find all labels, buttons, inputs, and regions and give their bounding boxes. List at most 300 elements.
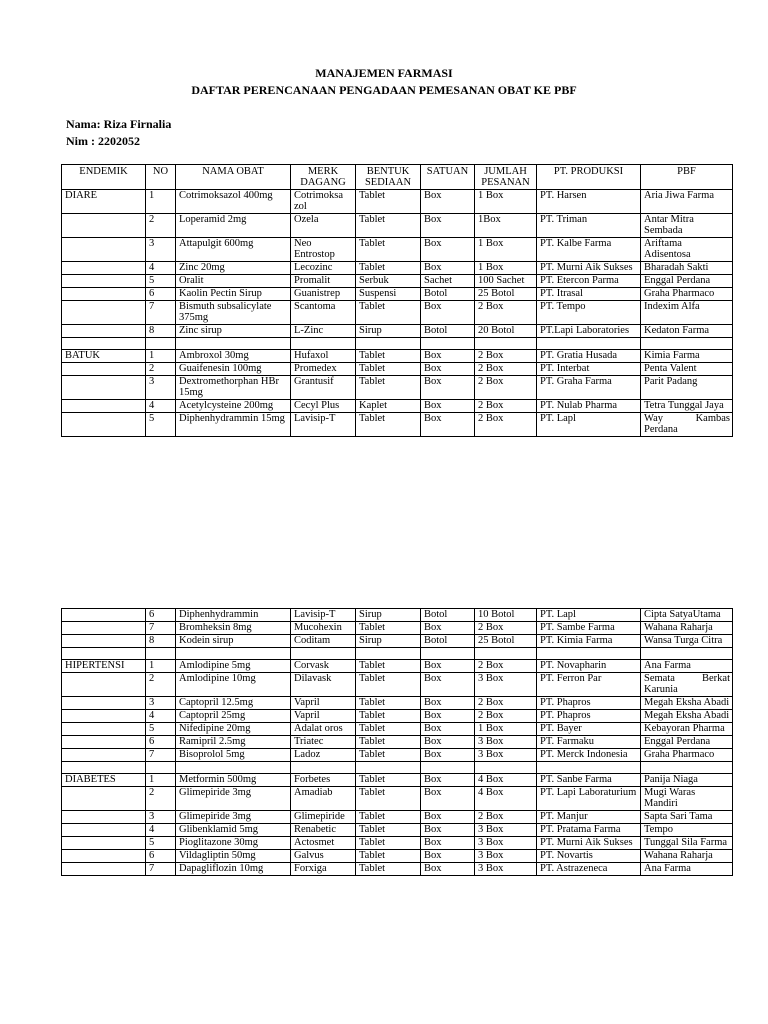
- cell-satuan: Box: [421, 190, 475, 214]
- cell-endemik: [62, 363, 146, 376]
- cell-nama-obat: Captopril 12.5mg: [176, 697, 291, 710]
- table-row: [62, 363, 733, 376]
- cell-pbf: Penta Valent: [641, 363, 733, 376]
- cell-pt-produksi: PT. Nulab Pharma: [537, 400, 641, 413]
- cell-bentuk-sediaan: Tablet: [356, 262, 421, 275]
- cell-nama-obat: Acetylcysteine 200mg: [176, 400, 291, 413]
- cell-bentuk-sediaan: Tablet: [356, 811, 421, 824]
- cell-satuan: Box: [421, 774, 475, 787]
- table-row: [62, 622, 733, 635]
- cell-jumlah-pesanan: 1 Box: [475, 262, 537, 275]
- cell-satuan: Box: [421, 850, 475, 863]
- cell-jumlah-pesanan: 2 Box: [475, 400, 537, 413]
- table-row: [62, 376, 733, 400]
- cell-jumlah-pesanan: 20 Botol: [475, 325, 537, 338]
- cell-no: 2: [146, 214, 176, 238]
- cell-jumlah-pesanan: 2 Box: [475, 413, 537, 437]
- empty-cell: [475, 648, 537, 660]
- cell-satuan: Box: [421, 214, 475, 238]
- empty-cell: [356, 762, 421, 774]
- cell-nama-obat: Nifedipine 20mg: [176, 723, 291, 736]
- cell-jumlah-pesanan: 3 Box: [475, 673, 537, 697]
- cell-nama-obat: Metformin 500mg: [176, 774, 291, 787]
- cell-satuan: Box: [421, 238, 475, 262]
- cell-jumlah-pesanan: 3 Box: [475, 863, 537, 876]
- cell-bentuk-sediaan: Tablet: [356, 749, 421, 762]
- cell-bentuk-sediaan: Tablet: [356, 214, 421, 238]
- empty-cell: [421, 648, 475, 660]
- cell-pt-produksi: PT. Lapl: [537, 413, 641, 437]
- cell-pt-produksi: PT. Farmaku: [537, 736, 641, 749]
- cell-bentuk-sediaan: Tablet: [356, 850, 421, 863]
- cell-no: 3: [146, 376, 176, 400]
- cell-jumlah-pesanan: 3 Box: [475, 850, 537, 863]
- cell-pbf: Kebayoran Pharma: [641, 723, 733, 736]
- table-row: [62, 811, 733, 824]
- cell-bentuk-sediaan: Tablet: [356, 824, 421, 837]
- cell-no: 1: [146, 350, 176, 363]
- cell-endemik: [62, 723, 146, 736]
- cell-jumlah-pesanan: 4 Box: [475, 787, 537, 811]
- table-row: [62, 673, 733, 697]
- cell-bentuk-sediaan: Tablet: [356, 363, 421, 376]
- empty-cell: [356, 338, 421, 350]
- column-header: PBF: [641, 165, 733, 190]
- cell-no: 4: [146, 400, 176, 413]
- cell-no: 7: [146, 863, 176, 876]
- cell-pbf: Wahana Raharja: [641, 850, 733, 863]
- cell-merk-dagang: Vapril: [291, 710, 356, 723]
- cell-pt-produksi: PT. Manjur: [537, 811, 641, 824]
- empty-cell: [641, 648, 733, 660]
- cell-merk-dagang: Scantoma: [291, 301, 356, 325]
- cell-pbf: Sapta Sari Tama: [641, 811, 733, 824]
- column-header: PT. PRODUKSI: [537, 165, 641, 190]
- table-row: [62, 736, 733, 749]
- cell-satuan: Box: [421, 376, 475, 400]
- cell-pbf: Enggal Perdana: [641, 275, 733, 288]
- cell-bentuk-sediaan: Tablet: [356, 413, 421, 437]
- cell-nama-obat: Zinc 20mg: [176, 262, 291, 275]
- cell-jumlah-pesanan: 1 Box: [475, 190, 537, 214]
- cell-pt-produksi: PT. Novartis: [537, 850, 641, 863]
- cell-merk-dagang: Cotrimoksa zol: [291, 190, 356, 214]
- cell-satuan: Box: [421, 400, 475, 413]
- cell-merk-dagang: Triatec: [291, 736, 356, 749]
- cell-nama-obat: Vildagliptin 50mg: [176, 850, 291, 863]
- cell-merk-dagang: Amadiab: [291, 787, 356, 811]
- empty-cell: [421, 338, 475, 350]
- table-row: [62, 749, 733, 762]
- cell-endemik: [62, 622, 146, 635]
- cell-pbf: Kimia Farma: [641, 350, 733, 363]
- cell-no: 8: [146, 635, 176, 648]
- cell-satuan: Botol: [421, 635, 475, 648]
- cell-pt-produksi: PT. Phapros: [537, 697, 641, 710]
- cell-no: 6: [146, 736, 176, 749]
- table-row: [62, 350, 733, 363]
- cell-pt-produksi: PT. Murni Aik Sukses: [537, 262, 641, 275]
- cell-no: 3: [146, 238, 176, 262]
- cell-no: 1: [146, 190, 176, 214]
- cell-merk-dagang: Lavisip-T: [291, 609, 356, 622]
- cell-pbf: Parit Padang: [641, 376, 733, 400]
- cell-pbf: Kedaton Farma: [641, 325, 733, 338]
- empty-cell: [641, 338, 733, 350]
- empty-cell: [421, 762, 475, 774]
- cell-satuan: Box: [421, 736, 475, 749]
- cell-pbf: Megah Eksha Abadi: [641, 710, 733, 723]
- empty-cell: [537, 762, 641, 774]
- cell-merk-dagang: Lecozinc: [291, 262, 356, 275]
- cell-pbf: Bharadah Sakti: [641, 262, 733, 275]
- cell-merk-dagang: Grantusif: [291, 376, 356, 400]
- table-row: [62, 697, 733, 710]
- cell-pbf: Megah Eksha Abadi: [641, 697, 733, 710]
- cell-pbf: Mugi Waras Mandiri: [641, 787, 733, 811]
- cell-jumlah-pesanan: 2 Box: [475, 350, 537, 363]
- cell-nama-obat: Glimepiride 3mg: [176, 811, 291, 824]
- cell-bentuk-sediaan: Tablet: [356, 837, 421, 850]
- table-row: [62, 325, 733, 338]
- cell-nama-obat: Amlodipine 10mg: [176, 673, 291, 697]
- cell-endemik: [62, 262, 146, 275]
- cell-endemik: [62, 288, 146, 301]
- cell-no: 2: [146, 363, 176, 376]
- cell-pt-produksi: PT. Ferron Par: [537, 673, 641, 697]
- cell-no: 4: [146, 262, 176, 275]
- cell-bentuk-sediaan: Sirup: [356, 635, 421, 648]
- cell-satuan: Botol: [421, 609, 475, 622]
- cell-satuan: Box: [421, 710, 475, 723]
- cell-jumlah-pesanan: 2 Box: [475, 622, 537, 635]
- cell-no: 6: [146, 609, 176, 622]
- cell-no: 4: [146, 824, 176, 837]
- cell-pbf: Aria Jiwa Farma: [641, 190, 733, 214]
- cell-nama-obat: Dapagliflozin 10mg: [176, 863, 291, 876]
- cell-nama-obat: Kodein sirup: [176, 635, 291, 648]
- cell-jumlah-pesanan: 2 Box: [475, 697, 537, 710]
- cell-endemik: [62, 214, 146, 238]
- empty-cell: [291, 338, 356, 350]
- cell-pt-produksi: PT. Sambe Farma: [537, 622, 641, 635]
- cell-merk-dagang: Forbetes: [291, 774, 356, 787]
- cell-pt-produksi: PT. Tempo: [537, 301, 641, 325]
- cell-merk-dagang: Corvask: [291, 660, 356, 673]
- cell-pt-produksi: PT. Kimia Farma: [537, 635, 641, 648]
- cell-pt-produksi: PT. Phapros: [537, 710, 641, 723]
- cell-merk-dagang: Galvus: [291, 850, 356, 863]
- table-row: [62, 301, 733, 325]
- cell-pt-produksi: PT. Etercon Parma: [537, 275, 641, 288]
- spacer-row: [62, 338, 733, 350]
- cell-pt-produksi: PT. Triman: [537, 214, 641, 238]
- table-row: [62, 400, 733, 413]
- empty-cell: [146, 648, 176, 660]
- cell-pbf: Semata Berkat Karunia: [641, 673, 733, 697]
- cell-endemik: [62, 609, 146, 622]
- cell-pt-produksi: PT. Novapharin: [537, 660, 641, 673]
- cell-endemik: [62, 863, 146, 876]
- table-row: [62, 787, 733, 811]
- cell-satuan: Box: [421, 350, 475, 363]
- table-row: [62, 837, 733, 850]
- cell-jumlah-pesanan: 1 Box: [475, 723, 537, 736]
- cell-merk-dagang: Cecyl Plus: [291, 400, 356, 413]
- cell-bentuk-sediaan: Sirup: [356, 609, 421, 622]
- cell-no: 5: [146, 413, 176, 437]
- cell-nama-obat: Cotrimoksazol 400mg: [176, 190, 291, 214]
- cell-no: 6: [146, 850, 176, 863]
- column-header: SATUAN: [421, 165, 475, 190]
- cell-pt-produksi: PT. Interbat: [537, 363, 641, 376]
- cell-endemik: [62, 697, 146, 710]
- cell-jumlah-pesanan: 1Box: [475, 214, 537, 238]
- cell-no: 7: [146, 301, 176, 325]
- cell-bentuk-sediaan: Tablet: [356, 190, 421, 214]
- cell-no: 5: [146, 837, 176, 850]
- table-row: [62, 275, 733, 288]
- cell-pbf: Ariftama Adisentosa: [641, 238, 733, 262]
- empty-cell: [176, 338, 291, 350]
- cell-bentuk-sediaan: Tablet: [356, 301, 421, 325]
- cell-nama-obat: Guaifenesin 100mg: [176, 363, 291, 376]
- cell-endemik: [62, 301, 146, 325]
- cell-merk-dagang: Mucohexin: [291, 622, 356, 635]
- cell-pbf: Ana Farma: [641, 863, 733, 876]
- table-row: [62, 609, 733, 622]
- cell-bentuk-sediaan: Tablet: [356, 697, 421, 710]
- empty-cell: [62, 648, 146, 660]
- cell-no: 1: [146, 660, 176, 673]
- cell-merk-dagang: Guanistrep: [291, 288, 356, 301]
- cell-pt-produksi: PT. Lapl: [537, 609, 641, 622]
- cell-no: 3: [146, 811, 176, 824]
- cell-endemik: BATUK: [62, 350, 146, 363]
- cell-merk-dagang: Actosmet: [291, 837, 356, 850]
- cell-bentuk-sediaan: Tablet: [356, 723, 421, 736]
- empty-cell: [176, 648, 291, 660]
- table-row: [62, 824, 733, 837]
- cell-no: 1: [146, 774, 176, 787]
- cell-merk-dagang: Dilavask: [291, 673, 356, 697]
- cell-endemik: [62, 275, 146, 288]
- cell-endemik: [62, 749, 146, 762]
- empty-cell: [146, 762, 176, 774]
- cell-bentuk-sediaan: Tablet: [356, 736, 421, 749]
- column-header: BENTUK SEDIAAN: [356, 165, 421, 190]
- cell-endemik: DIABETES: [62, 774, 146, 787]
- cell-pbf: Panija Niaga: [641, 774, 733, 787]
- cell-bentuk-sediaan: Tablet: [356, 350, 421, 363]
- cell-pt-produksi: PT.Lapi Laboratories: [537, 325, 641, 338]
- document-subtitle: DAFTAR PERENCANAAN PENGADAAN PEMESANAN OBAT KE PBF: [191, 83, 577, 97]
- cell-no: 4: [146, 710, 176, 723]
- cell-jumlah-pesanan: 1 Box: [475, 238, 537, 262]
- cell-no: 2: [146, 673, 176, 697]
- cell-endemik: [62, 850, 146, 863]
- cell-bentuk-sediaan: Tablet: [356, 774, 421, 787]
- student-nim: Nim : 2202052: [66, 134, 140, 148]
- cell-pt-produksi: PT. Merck Indonesia: [537, 749, 641, 762]
- cell-nama-obat: Oralit: [176, 275, 291, 288]
- cell-bentuk-sediaan: Kaplet: [356, 400, 421, 413]
- cell-merk-dagang: Coditam: [291, 635, 356, 648]
- table-row: [62, 863, 733, 876]
- student-name: Nama: Riza Firnalia: [66, 117, 172, 131]
- cell-satuan: Botol: [421, 288, 475, 301]
- cell-jumlah-pesanan: 2 Box: [475, 301, 537, 325]
- cell-pt-produksi: PT. Sanbe Farma: [537, 774, 641, 787]
- cell-nama-obat: Bromheksin 8mg: [176, 622, 291, 635]
- cell-pt-produksi: PT. Kalbe Farma: [537, 238, 641, 262]
- cell-endemik: [62, 787, 146, 811]
- cell-pt-produksi: PT. Lapi Laboraturium: [537, 787, 641, 811]
- cell-pbf: Tunggal Sila Farma: [641, 837, 733, 850]
- cell-nama-obat: Pioglitazone 30mg: [176, 837, 291, 850]
- cell-merk-dagang: L-Zinc: [291, 325, 356, 338]
- table-row: [62, 660, 733, 673]
- cell-nama-obat: Diphenhydrammin 15mg: [176, 413, 291, 437]
- cell-pbf: Tempo: [641, 824, 733, 837]
- cell-nama-obat: Diphenhydrammin: [176, 609, 291, 622]
- cell-bentuk-sediaan: Tablet: [356, 710, 421, 723]
- column-header: NAMA OBAT: [176, 165, 291, 190]
- empty-cell: [537, 338, 641, 350]
- cell-pbf: Graha Pharmaco: [641, 749, 733, 762]
- cell-bentuk-sediaan: Tablet: [356, 863, 421, 876]
- empty-cell: [62, 338, 146, 350]
- cell-satuan: Box: [421, 363, 475, 376]
- column-header: NO: [146, 165, 176, 190]
- cell-pbf: Wansa Turga Citra: [641, 635, 733, 648]
- cell-jumlah-pesanan: 10 Botol: [475, 609, 537, 622]
- cell-nama-obat: Ramipril 2.5mg: [176, 736, 291, 749]
- table-row: [62, 723, 733, 736]
- table-row: [62, 214, 733, 238]
- cell-pbf: Antar Mitra Sembada: [641, 214, 733, 238]
- cell-jumlah-pesanan: 3 Box: [475, 749, 537, 762]
- drug-order-table-1: [61, 164, 733, 437]
- cell-merk-dagang: Ozela: [291, 214, 356, 238]
- cell-nama-obat: Ambroxol 30mg: [176, 350, 291, 363]
- cell-endemik: [62, 376, 146, 400]
- cell-bentuk-sediaan: Sirup: [356, 325, 421, 338]
- cell-nama-obat: Amlodipine 5mg: [176, 660, 291, 673]
- cell-pt-produksi: PT. Graha Farma: [537, 376, 641, 400]
- cell-satuan: Box: [421, 413, 475, 437]
- cell-satuan: Box: [421, 824, 475, 837]
- cell-pbf: Ana Farma: [641, 660, 733, 673]
- cell-satuan: Box: [421, 863, 475, 876]
- cell-satuan: Botol: [421, 325, 475, 338]
- cell-jumlah-pesanan: 100 Sachet: [475, 275, 537, 288]
- cell-jumlah-pesanan: 3 Box: [475, 837, 537, 850]
- empty-cell: [62, 762, 146, 774]
- cell-no: 2: [146, 787, 176, 811]
- spacer-row: [62, 648, 733, 660]
- table-row: [62, 635, 733, 648]
- table-row: [62, 190, 733, 214]
- cell-jumlah-pesanan: 3 Box: [475, 824, 537, 837]
- cell-bentuk-sediaan: Tablet: [356, 673, 421, 697]
- cell-nama-obat: Zinc sirup: [176, 325, 291, 338]
- cell-endemik: [62, 736, 146, 749]
- cell-pt-produksi: PT. Bayer: [537, 723, 641, 736]
- cell-pbf: Cipta SatyaUtama: [641, 609, 733, 622]
- cell-nama-obat: Kaolin Pectin Sirup: [176, 288, 291, 301]
- cell-satuan: Box: [421, 749, 475, 762]
- column-header: MERK DAGANG: [291, 165, 356, 190]
- cell-pt-produksi: PT. Harsen: [537, 190, 641, 214]
- cell-endemik: [62, 673, 146, 697]
- table-row: [62, 774, 733, 787]
- cell-jumlah-pesanan: 2 Box: [475, 811, 537, 824]
- cell-merk-dagang: Promalit: [291, 275, 356, 288]
- cell-pbf: Graha Pharmaco: [641, 288, 733, 301]
- cell-nama-obat: Attapulgit 600mg: [176, 238, 291, 262]
- cell-satuan: Box: [421, 837, 475, 850]
- cell-satuan: Box: [421, 697, 475, 710]
- table-row: [62, 238, 733, 262]
- cell-satuan: Box: [421, 660, 475, 673]
- cell-bentuk-sediaan: Tablet: [356, 660, 421, 673]
- cell-jumlah-pesanan: 2 Box: [475, 710, 537, 723]
- empty-cell: [291, 762, 356, 774]
- cell-endemik: [62, 710, 146, 723]
- empty-cell: [475, 762, 537, 774]
- cell-no: 7: [146, 622, 176, 635]
- cell-jumlah-pesanan: 3 Box: [475, 736, 537, 749]
- cell-nama-obat: Bisoprolol 5mg: [176, 749, 291, 762]
- cell-endemik: [62, 824, 146, 837]
- cell-endemik: [62, 325, 146, 338]
- cell-no: 8: [146, 325, 176, 338]
- cell-pbf: Tetra Tunggal Jaya: [641, 400, 733, 413]
- empty-cell: [475, 338, 537, 350]
- empty-cell: [537, 648, 641, 660]
- cell-pt-produksi: PT. Pratama Farma: [537, 824, 641, 837]
- cell-nama-obat: Glibenklamid 5mg: [176, 824, 291, 837]
- cell-bentuk-sediaan: Tablet: [356, 787, 421, 811]
- cell-merk-dagang: Ladoz: [291, 749, 356, 762]
- column-header: ENDEMIK: [62, 165, 146, 190]
- cell-bentuk-sediaan: Tablet: [356, 622, 421, 635]
- cell-pt-produksi: PT. Gratia Husada: [537, 350, 641, 363]
- cell-bentuk-sediaan: Tablet: [356, 238, 421, 262]
- cell-jumlah-pesanan: 2 Box: [475, 660, 537, 673]
- table-row: [62, 288, 733, 301]
- table-row: [62, 413, 733, 437]
- table-row: [62, 850, 733, 863]
- cell-pbf: Way Kambas Perdana: [641, 413, 733, 437]
- cell-endemik: DIARE: [62, 190, 146, 214]
- cell-pbf: Wahana Raharja: [641, 622, 733, 635]
- cell-merk-dagang: Lavisip-T: [291, 413, 356, 437]
- cell-no: 3: [146, 697, 176, 710]
- drug-order-table-2: [61, 608, 733, 876]
- cell-endemik: [62, 400, 146, 413]
- cell-jumlah-pesanan: 2 Box: [475, 376, 537, 400]
- cell-endemik: [62, 238, 146, 262]
- cell-satuan: Box: [421, 787, 475, 811]
- cell-endemik: [62, 635, 146, 648]
- cell-no: 6: [146, 288, 176, 301]
- cell-merk-dagang: Promedex: [291, 363, 356, 376]
- cell-satuan: Box: [421, 811, 475, 824]
- cell-satuan: Box: [421, 723, 475, 736]
- cell-nama-obat: Dextromethorphan HBr 15mg: [176, 376, 291, 400]
